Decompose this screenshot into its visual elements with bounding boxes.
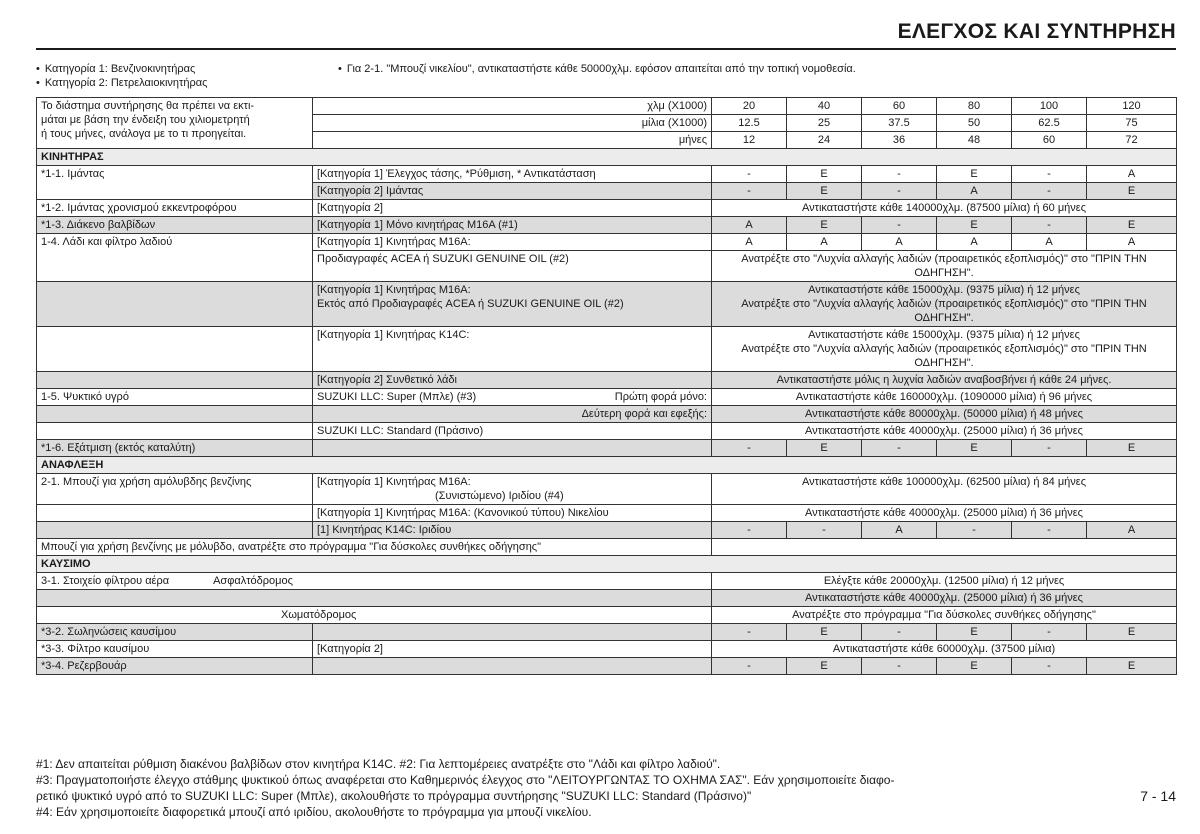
schedule-text: Ελέγξτε κάθε 20000χλμ. (12500 μίλια) ή 12 μήνες: [712, 573, 1177, 590]
section-fuel: ΚΑΥΣΙΜΟ: [37, 556, 1177, 573]
item-label-empty: [37, 590, 712, 607]
schedule-cell: E: [787, 183, 862, 200]
schedule-cell: -: [1012, 166, 1087, 183]
schedule-cell: -: [1012, 522, 1087, 539]
schedule-cell: A: [862, 234, 937, 251]
schedule-cell: E: [937, 166, 1012, 183]
condition-cell: [313, 440, 712, 457]
item-label: *1-1. Ιμάντας: [37, 166, 313, 200]
schedule-cell: -: [937, 522, 1012, 539]
condition-cell: [Κατηγορία 2]: [313, 200, 712, 217]
schedule-cell: E: [1087, 217, 1177, 234]
footnotes: [36, 756, 1176, 820]
condition-cell: [Κατηγορία 2]: [313, 641, 712, 658]
item-label: *3-2. Σωληνώσεις καυσίμου: [37, 624, 313, 641]
schedule-cell: -: [862, 166, 937, 183]
table-row: [37, 590, 1177, 607]
interval-description: Το διάστημα συντήρησης θα πρέπει να εκτι- μάται με βάση την ένδειξη του χιλιομετρητή ή τους μήνες, ανάλογα με το τι προηγείται.: [37, 98, 313, 149]
schedule-cell: -: [712, 522, 787, 539]
schedule-text: Αντικαταστήστε κάθε 40000χλμ. (25000 μίλια) ή 36 μήνες: [712, 423, 1177, 440]
table-row: [37, 389, 1177, 406]
schedule-cell: -: [712, 166, 787, 183]
item-label: 1-4. Λάδι και φίλτρο λαδιού: [37, 234, 313, 282]
item-label: 1-5. Ψυκτικό υγρό: [37, 389, 313, 406]
condition-cell: [Κατηγορία 1] Κινητήρας M16A: Εκτός από Προδιαγραφές ACEA ή SUZUKI GENUINE OIL (#2): [313, 282, 712, 327]
condition-cell: [313, 658, 712, 675]
schedule-text: Αντικαταστήστε κάθε 15000χλμ. (9375 μίλια) ή 12 μήνες Ανατρέξτε στο "Λυχνία αλλαγής λαδιών (προαιρετικός εξοπλισμός)" στο "ΠΡΙΝ ΤΗΝ ΟΔΗΓΗΣΗ".: [712, 282, 1177, 327]
spark-plug-note: • Για 2-1. "Μπουζί νικελίου", αντικαταστήστε κάθε 50000χλμ. εφόσον απαιτείται από την τοπική νομοθεσία.: [338, 62, 856, 76]
table-row: [37, 327, 1177, 372]
condition-cell: [Κατηγορία 1] Κινητήρας M16A:: [313, 234, 712, 251]
interval-cell: 120: [1087, 98, 1177, 115]
condition-cell: [Κατηγορία 2] Ιμάντας: [313, 183, 712, 200]
schedule-cell: E: [1087, 624, 1177, 641]
schedule-cell: -: [862, 624, 937, 641]
interval-cell: 37.5: [862, 115, 937, 132]
schedule-text: Αντικαταστήστε κάθε 60000χλμ. (37500 μίλια): [712, 641, 1177, 658]
schedule-cell: A: [712, 234, 787, 251]
schedule-cell: -: [712, 624, 787, 641]
interval-cell: 50: [937, 115, 1012, 132]
schedule-cell: E: [787, 658, 862, 675]
schedule-cell: A: [1087, 522, 1177, 539]
table-row: [37, 505, 1177, 522]
condition-cell: [Κατηγορία 2] Συνθετικό λάδι: [313, 372, 712, 389]
table-row: [37, 406, 1177, 423]
table-row: [37, 474, 1177, 505]
schedule-cell: -: [862, 217, 937, 234]
item-label-empty: [37, 406, 313, 423]
item-label-empty: [37, 282, 313, 327]
condition-cell: [Κατηγορία 1] Έλεγχος τάσης, *Ρύθμιση, * Αντικατάσταση: [313, 166, 712, 183]
section-header-row: [37, 556, 1177, 573]
table-row: [37, 440, 1177, 457]
table-row: [37, 624, 1177, 641]
schedule-cell: E: [787, 440, 862, 457]
table-row: [37, 522, 1177, 539]
interval-cell: 20: [712, 98, 787, 115]
maintenance-schedule-table: [36, 97, 1177, 675]
item-label: 2-1. Μπουζί για χρήση αμόλυβδης βενζίνης: [37, 474, 313, 505]
schedule-cell: -: [712, 658, 787, 675]
table-row: [37, 423, 1177, 440]
interval-cell: 24: [787, 132, 862, 149]
section-header-row: [37, 149, 1177, 166]
schedule-cell: -: [712, 440, 787, 457]
interval-cell: 62.5: [1012, 115, 1087, 132]
schedule-cell: A: [862, 522, 937, 539]
table-row: [37, 166, 1177, 183]
schedule-cell: E: [787, 624, 862, 641]
schedule-cell: -: [1012, 624, 1087, 641]
item-label-empty: [37, 505, 313, 522]
condition-cell: [Κατηγορία 1] Μόνο κινητήρας M16A (#1): [313, 217, 712, 234]
item-label: 3-1. Στοιχείο φίλτρου αέρα Ασφαλτόδρομος: [37, 573, 712, 590]
schedule-cell: E: [787, 166, 862, 183]
schedule-cell: E: [1087, 658, 1177, 675]
category-2-label: • Κατηγορία 2: Πετρελαιοκινητήρας: [36, 76, 207, 90]
schedule-text: Αντικαταστήστε κάθε 40000χλμ. (25000 μίλια) ή 36 μήνες: [712, 505, 1177, 522]
schedule-cell: A: [712, 217, 787, 234]
interval-cell: 75: [1087, 115, 1177, 132]
interval-cell: 100: [1012, 98, 1087, 115]
item-label-empty: [37, 522, 313, 539]
condition-cell: Δεύτερη φορά και εφεξής:: [313, 406, 712, 423]
months-label: μήνες: [313, 132, 712, 149]
schedule-cell: E: [937, 658, 1012, 675]
schedule-text: Αντικαταστήστε κάθε 80000χλμ. (50000 μίλια) ή 48 μήνες: [712, 406, 1177, 423]
interval-cell: 25: [787, 115, 862, 132]
condition-cell: SUZUKI LLC: Standard (Πράσινο): [313, 423, 712, 440]
interval-cell: 12.5: [712, 115, 787, 132]
empty-cell: [712, 539, 1177, 556]
interval-cell: 12: [712, 132, 787, 149]
table-row: [37, 282, 1177, 327]
schedule-cell: A: [1087, 234, 1177, 251]
schedule-text: Αντικαταστήστε μόλις η λυχνία λαδιών αναβοσβήνει ή κάθε 24 μήνες.: [712, 372, 1177, 389]
schedule-cell: E: [937, 217, 1012, 234]
page-header: [36, 18, 1176, 50]
item-label-empty: [37, 372, 313, 389]
schedule-cell: A: [1087, 166, 1177, 183]
schedule-cell: -: [1012, 183, 1087, 200]
condition-cell: Χωματόδρομος: [37, 607, 712, 624]
schedule-cell: -: [712, 183, 787, 200]
table-row: [37, 607, 1177, 624]
page-number: 7 - 14: [1140, 788, 1176, 804]
page-title: ΕΛΕΓΧΟΣ ΚΑΙ ΣΥΝΤΗΡΗΣΗ: [897, 20, 1176, 43]
table-row: [37, 217, 1177, 234]
schedule-text: Αντικαταστήστε κάθε 100000χλμ. (62500 μίλια) ή 84 μήνες: [712, 474, 1177, 505]
miles-label: μίλια (X1000): [313, 115, 712, 132]
table-row: [37, 200, 1177, 217]
schedule-cell: E: [1087, 440, 1177, 457]
schedule-cell: -: [862, 440, 937, 457]
interval-cell: 48: [937, 132, 1012, 149]
table-row: [37, 658, 1177, 675]
schedule-cell: A: [787, 234, 862, 251]
category-legend: [36, 62, 207, 90]
schedule-cell: -: [1012, 440, 1087, 457]
table-row: [37, 234, 1177, 251]
condition-cell: [Κατηγορία 1] Κινητήρας M16A: (Συνιστώμενο) Ιριδίου (#4): [313, 474, 712, 505]
schedule-cell: E: [1087, 183, 1177, 200]
condition-cell: Προδιαγραφές ACEA ή SUZUKI GENUINE OIL (#2): [313, 251, 712, 282]
interval-cell: 60: [1012, 132, 1087, 149]
interval-cell: 40: [787, 98, 862, 115]
section-ignition: ΑΝΑΦΛΕΞΗ: [37, 457, 1177, 474]
schedule-cell: A: [937, 234, 1012, 251]
interval-km-row: [37, 98, 1177, 115]
schedule-text: Αντικαταστήστε κάθε 160000χλμ. (1090000 μίλια) ή 96 μήνες: [712, 389, 1177, 406]
footnote-4: #4: Εάν χρησιμοποιείτε διαφορετικά μπουζί από ιριδίου, ακολουθήστε το πρόγραμμα για μπουζί νικελίου.: [36, 805, 592, 819]
schedule-cell: -: [862, 658, 937, 675]
section-header-row: [37, 457, 1177, 474]
table-row: [37, 573, 1177, 590]
condition-cell: [313, 624, 712, 641]
footnote-3-cont: ρετικό ψυκτικό υγρό από το SUZUKI LLC: Super (Μπλε), ακολουθήστε το πρόγραμμα συντήρησης "SUZUKI LLC: Standard (Πράσινο)": [36, 789, 752, 803]
item-label: *3-3. Φίλτρο καυσίμου: [37, 641, 313, 658]
schedule-cell: -: [787, 522, 862, 539]
condition-cell: [Κατηγορία 1] Κινητήρας M16A: (Κανονικού τύπου) Νικελίου: [313, 505, 712, 522]
schedule-cell: -: [862, 183, 937, 200]
interval-cell: 60: [862, 98, 937, 115]
table-row: [37, 641, 1177, 658]
condition-cell: [1] Κινητήρας K14C: Ιριδίου: [313, 522, 712, 539]
schedule-cell: E: [937, 440, 1012, 457]
schedule-cell: A: [1012, 234, 1087, 251]
condition-cell: [Κατηγορία 1] Κινητήρας K14C:: [313, 327, 712, 372]
schedule-cell: -: [1012, 217, 1087, 234]
leaded-fuel-note: Μπουζί για χρήση βενζίνης με μόλυβδο, ανατρέξτε στο πρόγραμμα "Για δύσκολες συνθήκες οδήγησης": [37, 539, 712, 556]
item-label: *1-6. Εξάτμιση (εκτός καταλύτη): [37, 440, 313, 457]
item-label-empty: [37, 423, 313, 440]
item-label: *3-4. Ρεζερβουάρ: [37, 658, 313, 675]
condition-cell: SUZUKI LLC: Super (Μπλε) (#3) Πρώτη φορά μόνο:: [313, 389, 712, 406]
item-label: *1-2. Ιμάντας χρονισμού εκκεντροφόρου: [37, 200, 313, 217]
schedule-cell: A: [937, 183, 1012, 200]
section-engine: ΚΙΝΗΤΗΡΑΣ: [37, 149, 1177, 166]
footnote-1-2: #1: Δεν απαιτείται ρύθμιση διακένου βαλβίδων στον κινητήρα K14C. #2: Για λεπτομέρειες ανατρέξτε στο "Λάδι και φίλτρο λαδιού".: [36, 757, 721, 771]
schedule-text: Ανατρέξτε στο πρόγραμμα "Για δύσκολες συνθήκες οδήγησης": [712, 607, 1177, 624]
table-row: [37, 539, 1177, 556]
interval-cell: 80: [937, 98, 1012, 115]
category-1-label: • Κατηγορία 1: Βενζινοκινητήρας: [36, 62, 207, 76]
item-label-empty: [37, 327, 313, 372]
footnote-3: #3: Πραγματοποιήστε έλεγχο στάθμης ψυκτικού όπως αναφέρεται στο Καθημερινός έλεγχος στο "ΛΕΙΤΟΥΡΓΩΝΤΑΣ ΤΟ ΟΧΗΜΑ ΣΑΣ". Εάν χρησιμοποιείτε διαφο-: [36, 773, 895, 787]
interval-cell: 36: [862, 132, 937, 149]
intro-note: [338, 62, 856, 76]
schedule-cell: E: [937, 624, 1012, 641]
schedule-text: Αντικαταστήστε κάθε 15000χλμ. (9375 μίλια) ή 12 μήνες Ανατρέξτε στο "Λυχνία αλλαγής λαδιών (προαιρετικός εξοπλισμός)" στο "ΠΡΙΝ ΤΗΝ ΟΔΗΓΗΣΗ".: [712, 327, 1177, 372]
schedule-text: Ανατρέξτε στο "Λυχνία αλλαγής λαδιών (προαιρετικός εξοπλισμός)" στο "ΠΡΙΝ ΤΗΝ ΟΔΗΓΗΣΗ".: [712, 251, 1177, 282]
schedule-cell: -: [1012, 658, 1087, 675]
item-label: *1-3. Διάκενο βαλβίδων: [37, 217, 313, 234]
table-row: [37, 372, 1177, 389]
km-label: χλμ (X1000): [313, 98, 712, 115]
interval-cell: 72: [1087, 132, 1177, 149]
schedule-text: Αντικαταστήστε κάθε 140000χλμ. (87500 μίλια) ή 60 μήνες: [712, 200, 1177, 217]
schedule-cell: E: [787, 217, 862, 234]
schedule-text: Αντικαταστήστε κάθε 40000χλμ. (25000 μίλια) ή 36 μήνες: [712, 590, 1177, 607]
